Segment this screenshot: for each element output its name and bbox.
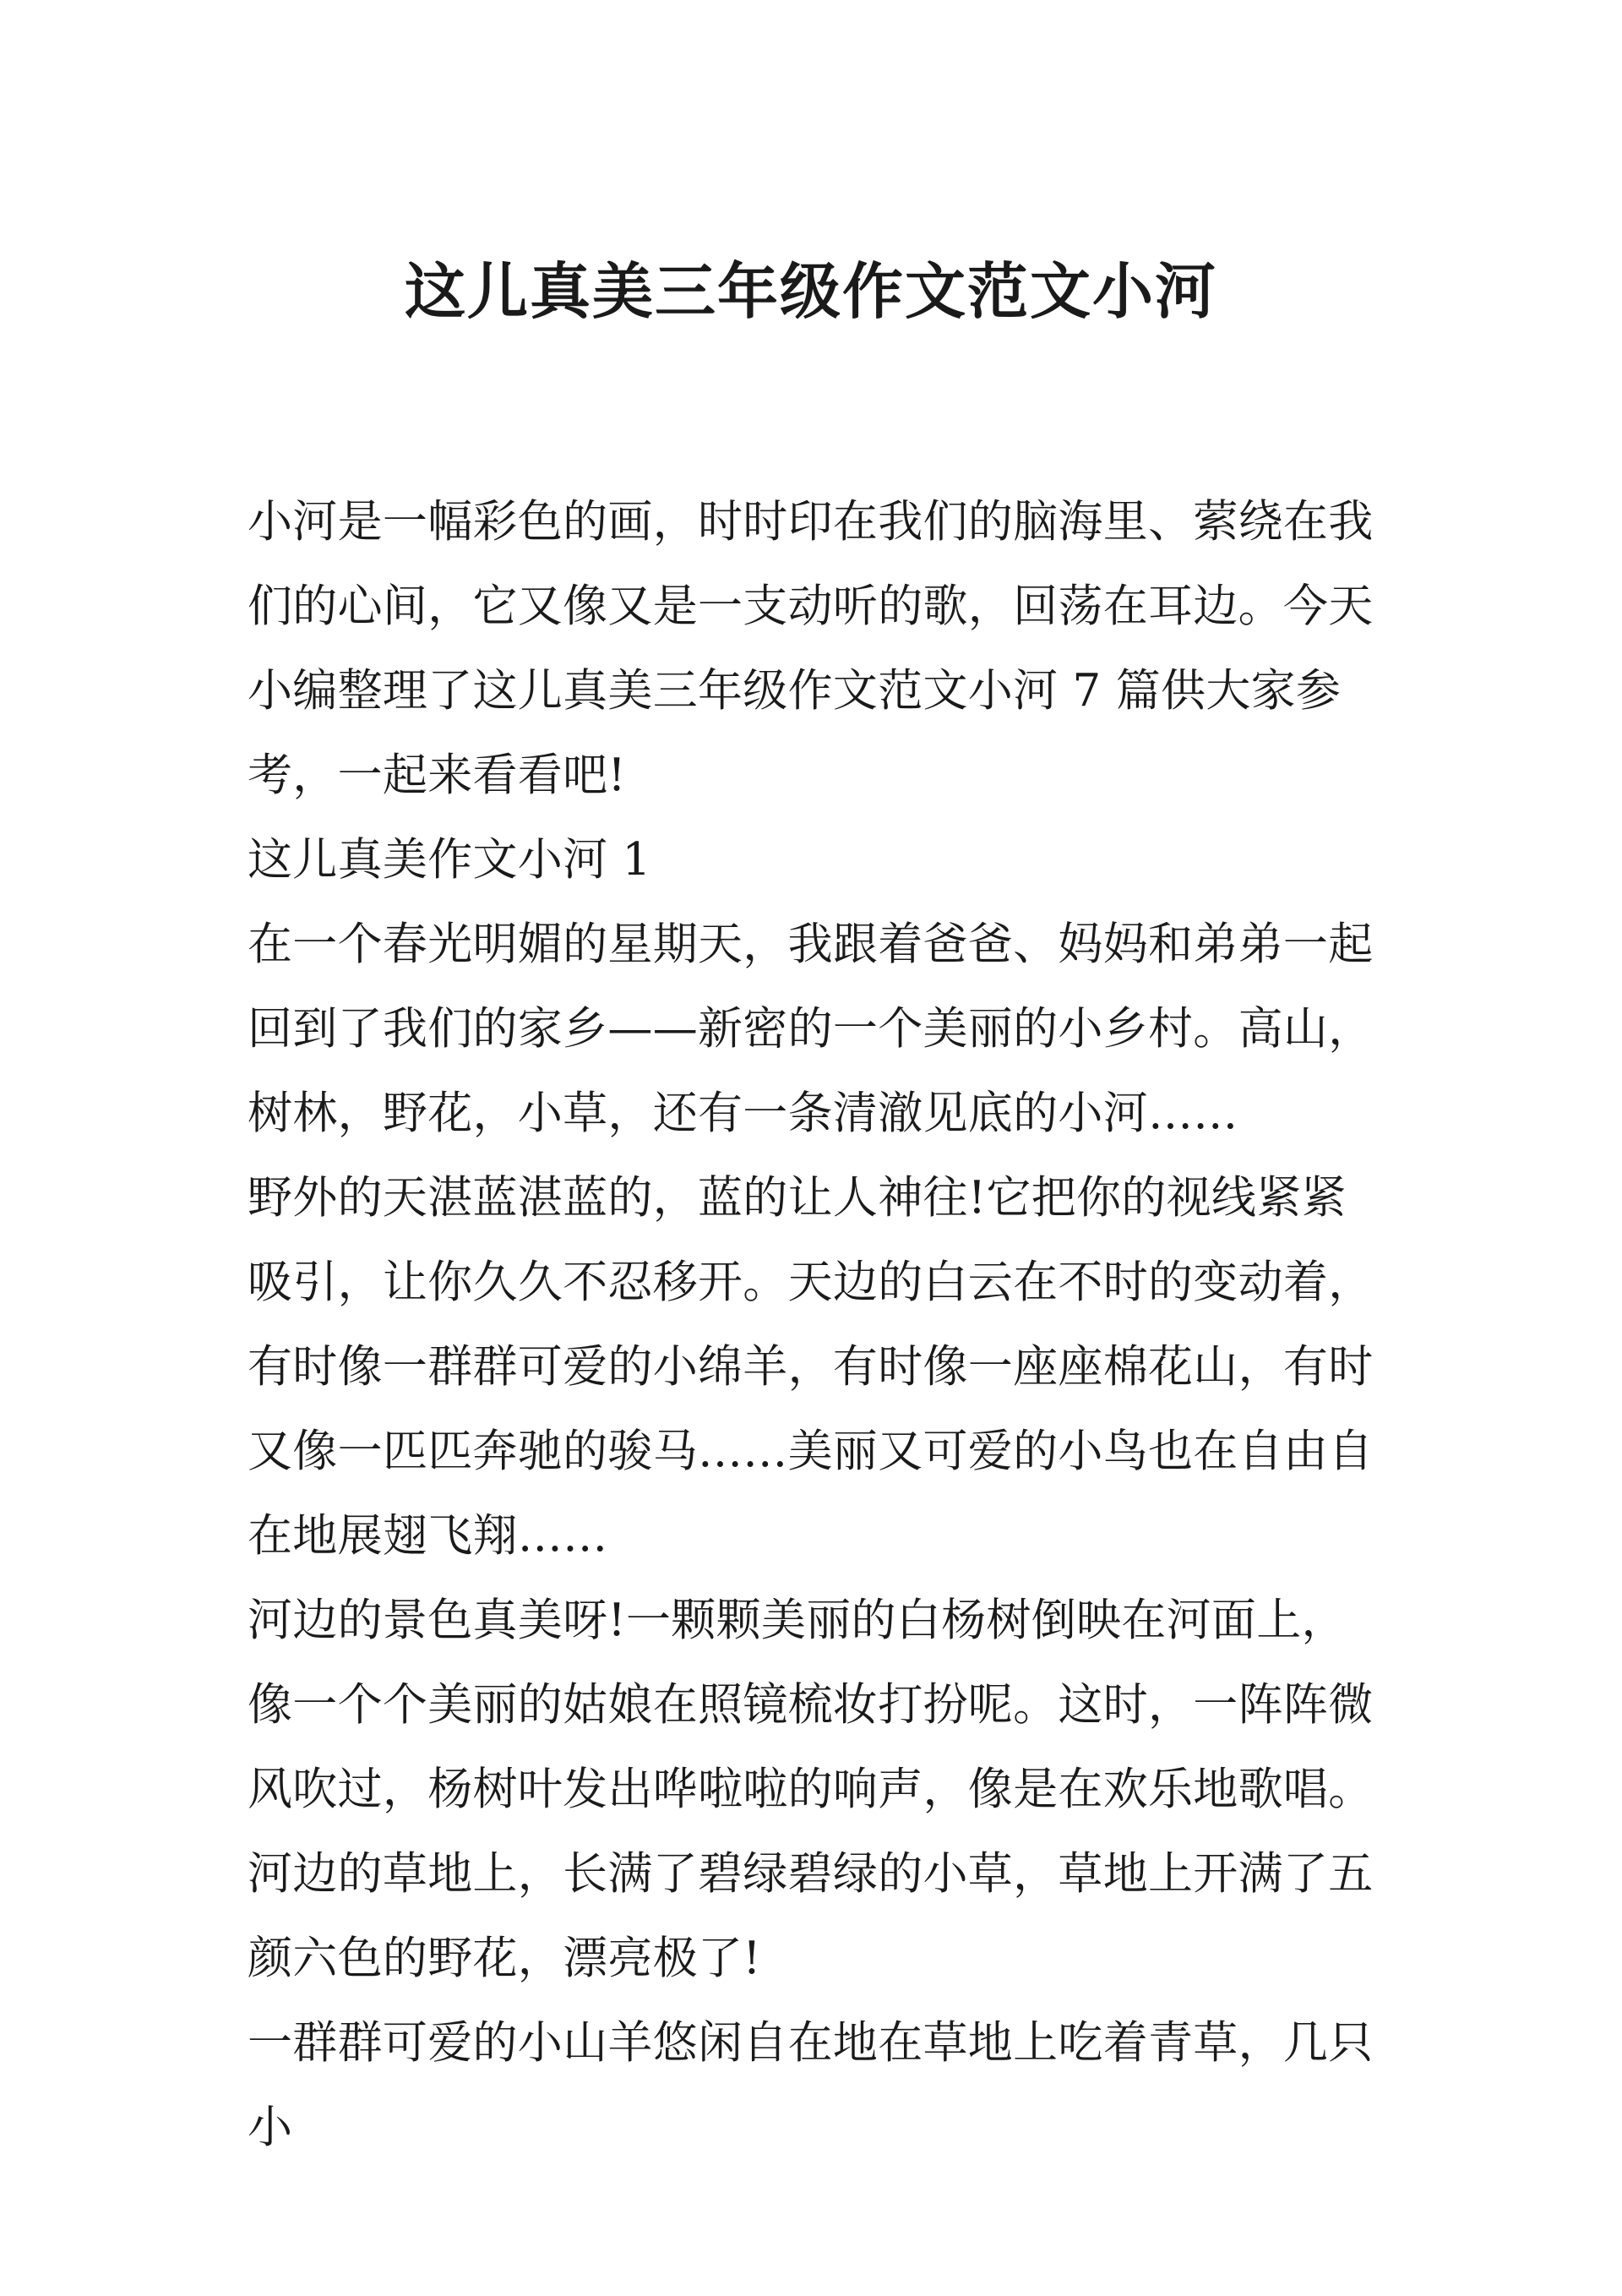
section-heading: 这儿真美作文小河 1 bbox=[248, 834, 651, 886]
document-title: 这儿真美三年级作文范文小河 bbox=[404, 255, 1217, 327]
body-paragraph: 野外的天湛蓝湛蓝的，蓝的让人神往!它把你的视线紧紧吸引，让你久久不忍移开。天边的白云在不时的变动着，有时像一群群可爱的小绵羊，有时像一座座棉花山，有时又像一匹匹奔驰的骏马……美丽又可爱的小鸟也在自由自在地展翅飞翔…… bbox=[248, 1172, 1374, 1562]
body-paragraph: 河边的景色真美呀!一颗颗美丽的白杨树倒映在河面上，像一个个美丽的姑娘在照镜梳妆打扮呢。这时，一阵阵微风吹过，杨树叶发出哗啦啦的响声，像是在欢乐地歌唱。河边的草地上，长满了碧绿碧绿的小草，草地上开满了五颜六色的野花，漂亮极了! bbox=[248, 1595, 1374, 1984]
body-paragraph: 一群群可爱的小山羊悠闲自在地在草地上吃着青草，几只小 bbox=[248, 2017, 1374, 2153]
intro-paragraph: 小河是一幅彩色的画，时时印在我们的脑海里、萦绕在我们的心间，它又像又是一支动听的歌，回荡在耳边。今天小编整理了这儿真美三年级作文范文小河 7 篇供大家参考，一起来看看吧! bbox=[248, 496, 1374, 801]
body-paragraph: 在一个春光明媚的星期天，我跟着爸爸、妈妈和弟弟一起回到了我们的家乡——新密的一个美丽的小乡村。高山，树林，野花，小草，还有一条清澈见底的小河…… bbox=[248, 919, 1374, 1139]
document-body bbox=[248, 480, 1388, 2170]
